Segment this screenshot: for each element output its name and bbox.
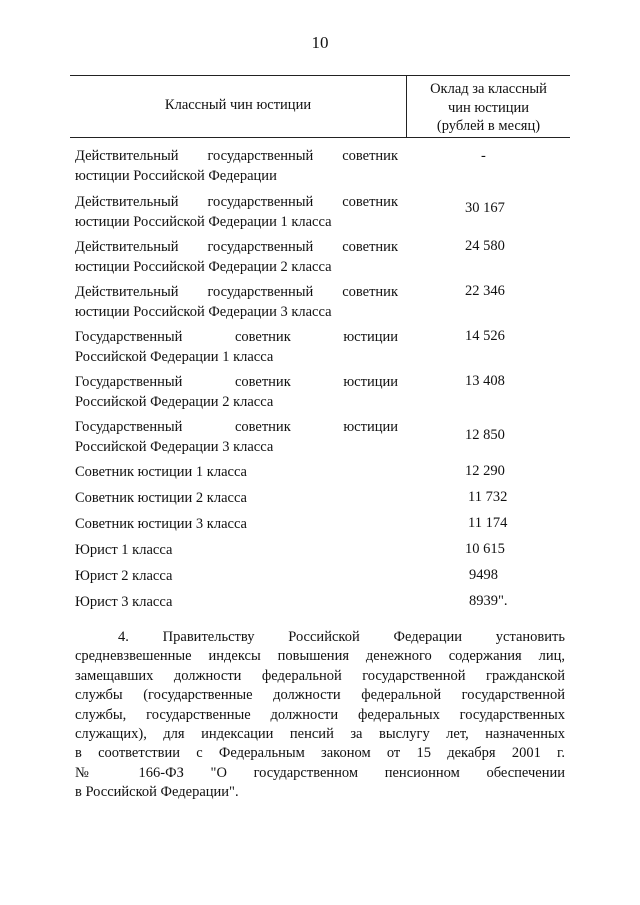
table-row-rank [75, 514, 398, 534]
rank-line: Юрист 3 класса [75, 594, 173, 610]
paragraph-line: службы (государственные должности федеральной государственной [75, 687, 565, 704]
table-row-rank [75, 488, 398, 508]
rank-line: Советник юстиции 1 класса [75, 464, 247, 480]
rank-line: Действительный государственный советник [75, 194, 398, 210]
table-row-salary: 24 580 [465, 238, 505, 254]
rank-line: юстиции Российской Федерации 3 класса [75, 304, 332, 320]
table-row-rank [75, 462, 398, 482]
table-row-salary: 12 290 [465, 463, 505, 479]
table-header-salary-line: (рублей в месяц) [436, 118, 541, 134]
paragraph-line: в Российской Федерации". [75, 784, 239, 801]
rank-line: Российской Федерации 1 класса [75, 349, 274, 365]
paragraph-4 [75, 628, 565, 803]
table-row-salary: - [481, 148, 486, 164]
table-header-rank: Классный чин юстиции [164, 97, 312, 113]
table-row-rank [75, 327, 398, 367]
rank-line: юстиции Российской Федерации [75, 168, 277, 184]
table-header-salary-line: Оклад за классный [430, 81, 547, 97]
rank-line: Государственный советник юстиции [75, 329, 398, 345]
table-top-rule [70, 75, 570, 76]
table-row-salary: 30 167 [465, 200, 505, 216]
rank-line: юстиции Российской Федерации 1 класса [75, 214, 332, 230]
table-row-salary: 22 346 [465, 283, 505, 299]
paragraph-line: средневзвешенные индексы повышения денежного содержания лиц, [75, 648, 565, 665]
table-row-rank [75, 592, 398, 612]
table-row-rank [75, 372, 398, 412]
table-row-salary: 8939". [469, 593, 508, 609]
table-row-rank [75, 282, 398, 322]
table-row-salary: 11 174 [468, 515, 508, 531]
table-row-rank [75, 566, 398, 586]
paragraph-line: 4. Правительству Российской Федерации установить [118, 629, 565, 645]
rank-line: Российской Федерации 2 класса [75, 394, 274, 410]
table-row-salary: 14 526 [465, 328, 505, 344]
rank-line: Действительный государственный советник [75, 148, 398, 164]
table-row-rank [75, 192, 398, 232]
table-row-salary: 12 850 [465, 427, 505, 443]
table-header-salary [407, 80, 570, 136]
rank-line: Российской Федерации 3 класса [75, 439, 274, 455]
rank-line: Советник юстиции 2 класса [75, 490, 247, 506]
rank-line: Советник юстиции 3 класса [75, 516, 247, 532]
table-row-rank [75, 146, 398, 186]
rank-line: Юрист 1 класса [75, 542, 173, 558]
rank-line: юстиции Российской Федерации 2 класса [75, 259, 332, 275]
table-row-rank [75, 417, 398, 457]
table-row-salary: 9498 [469, 567, 498, 583]
rank-line: Действительный государственный советник [75, 239, 398, 255]
rank-line: Действительный государственный советник [75, 284, 398, 300]
page-number: 10 [311, 33, 329, 52]
rank-line: Юрист 2 класса [75, 568, 173, 584]
paragraph-line: служащих), для индексации пенсий за выслугу лет, назначенных [75, 726, 565, 743]
table-row-rank [75, 237, 398, 277]
table-header-bottom-rule [70, 137, 570, 138]
paragraph-line: № 166-ФЗ "О государственном пенсионном обеспечении [75, 764, 565, 781]
paragraph-line: замещавших должности федеральной государственной гражданской [75, 667, 565, 684]
table-header-salary-line: чин юстиции [447, 99, 530, 116]
paragraph-line: в соответствии с Федеральным законом от 15 декабря 2001 г. [75, 745, 565, 762]
table-row-salary: 13 408 [465, 373, 505, 389]
rank-line: Государственный советник юстиции [75, 419, 398, 435]
rank-line: Государственный советник юстиции [75, 374, 398, 390]
table-row-rank [75, 540, 398, 560]
paragraph-line: службы, государственные должности федеральных государственных [75, 706, 565, 723]
table-row-salary: 11 732 [468, 489, 508, 505]
table-row-salary: 10 615 [465, 541, 505, 557]
